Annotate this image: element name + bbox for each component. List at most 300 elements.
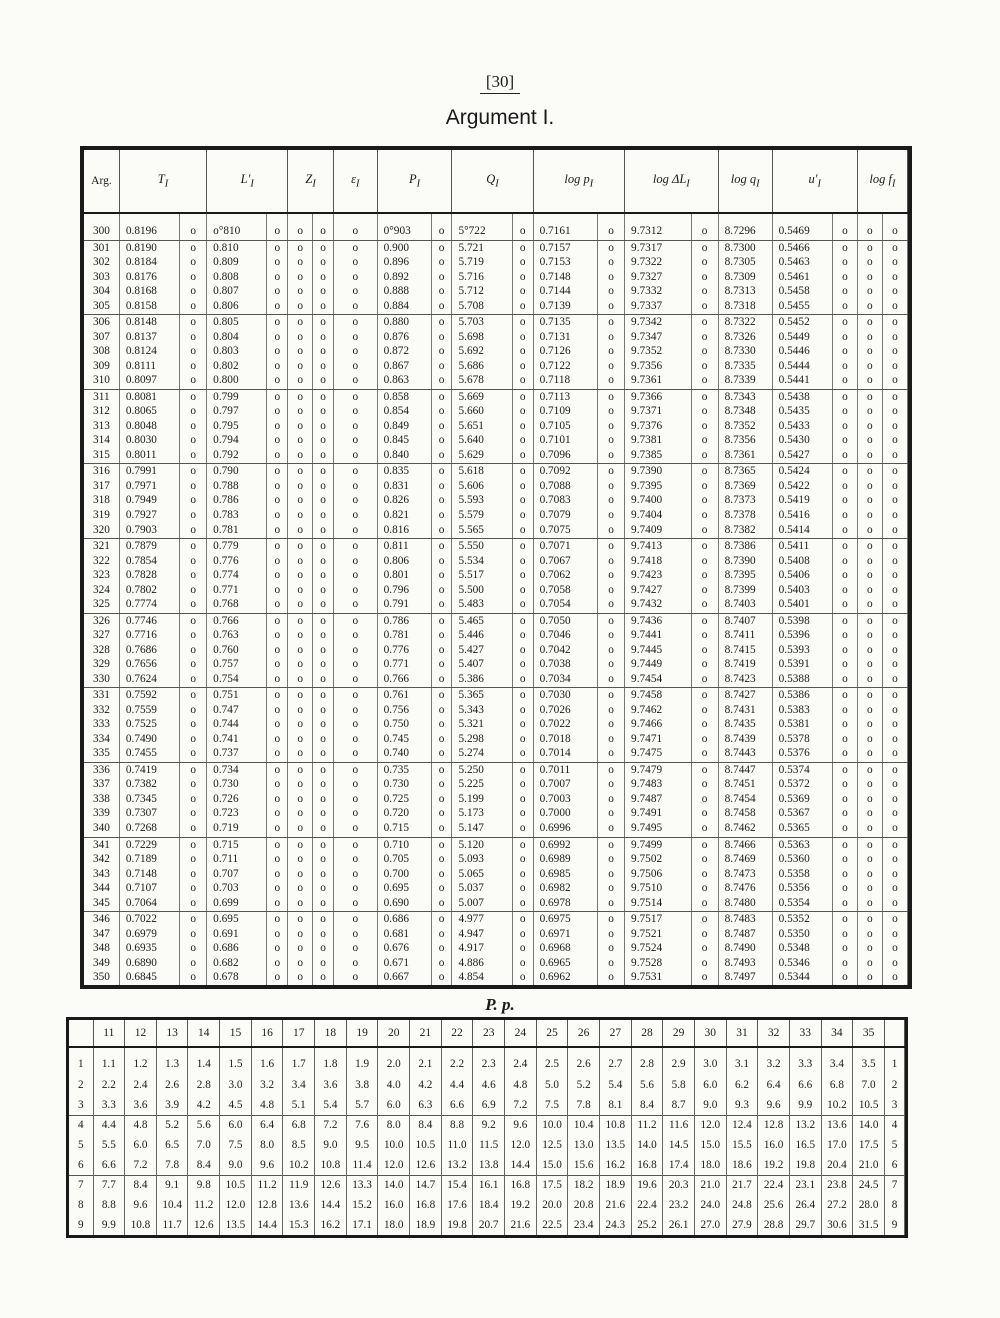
table-cell: 0.6935 [119,941,179,956]
table-cell: 0.806 [377,554,431,569]
pp-cell: 1.6 [251,1047,283,1076]
table-cell: o [857,419,882,434]
table-cell: 0.794 [207,433,267,448]
table-cell: 0.7774 [119,597,179,613]
table-cell: o [431,852,452,867]
pp-row-number-right: 5 [885,1136,905,1156]
table-cell: o [691,255,718,270]
table-cell: 9.7502 [625,852,692,867]
table-cell: 0.858 [377,389,431,404]
pp-row-number-right: 7 [885,1176,905,1196]
table-cell: 315 [84,448,119,464]
table-cell: o [598,583,625,598]
table-cell: 0.8148 [119,315,179,330]
pp-cell: 13.5 [220,1215,252,1235]
table-cell: o [288,643,313,658]
table-cell: o [598,970,625,985]
table-cell: o [857,373,882,389]
table-cell: 0.807 [207,284,267,299]
table-cell: o [333,881,377,896]
table-cell: 8.7473 [718,867,772,882]
table-cell: o [180,224,207,240]
table-cell: o [267,404,288,419]
table-cell: 8.7458 [718,806,772,821]
col-header-l: $L'_I$ [207,150,288,213]
table-cell: 0.6982 [533,881,597,896]
table-cell: 5.343 [452,703,512,718]
table-cell: 9.7454 [625,672,692,688]
pp-cell: 21.6 [505,1215,537,1235]
table-cell: 9.7390 [625,464,692,479]
table-cell: o [431,270,452,285]
pp-cell: 8.4 [125,1176,157,1196]
table-cell: o [313,703,334,718]
table-cell: o [288,583,313,598]
table-cell: o [431,613,452,628]
table-cell: 9.7317 [625,240,692,255]
table-cell: o [832,583,857,598]
table-cell: o [598,806,625,821]
pp-cell: 1.9 [346,1047,378,1076]
table-cell: 337 [84,777,119,792]
pp-cell: 9.9 [789,1095,821,1115]
table-cell: o [691,927,718,942]
table-cell: o [512,493,533,508]
table-cell: o [313,224,334,240]
pp-cell: 3.2 [758,1047,790,1076]
table-cell: 0.5398 [772,613,832,628]
table-cell: o [857,433,882,448]
pp-col-header: 24 [505,1020,537,1047]
pp-cell: 4.2 [410,1076,442,1096]
pp-cell: 6.9 [473,1095,505,1115]
table-row [84,912,908,927]
table-cell: o [882,404,907,419]
table-cell: 0.5344 [772,970,832,985]
table-cell: o [288,881,313,896]
table-cell: o [288,554,313,569]
pp-title: P. p. [485,995,515,1014]
table-cell: o [288,315,313,330]
table-cell: o [857,344,882,359]
table-cell: 0.7927 [119,508,179,523]
table-cell: o [857,792,882,807]
table-cell: 0°903 [377,224,431,240]
table-cell: 0.756 [377,703,431,718]
pp-corner-right [885,1020,905,1047]
pp-cell: 11.7 [156,1215,188,1235]
table-cell: o [598,703,625,718]
table-cell: 5.250 [452,762,512,777]
table-cell: o [598,224,625,240]
table-cell: 0.6989 [533,852,597,867]
table-cell: 0.5360 [772,852,832,867]
table-cell: o [313,255,334,270]
table-cell: o [857,597,882,613]
pp-cell: 11.9 [283,1176,315,1196]
table-cell: 327 [84,628,119,643]
table-cell: o [180,867,207,882]
table-cell: 0.795 [207,419,267,434]
pp-row-number: 7 [69,1176,93,1196]
table-cell: o [512,284,533,299]
table-cell: o [857,703,882,718]
pp-col-header: 11 [93,1020,125,1047]
table-cell: 0.896 [377,255,431,270]
table-cell: 0.854 [377,404,431,419]
table-cell: o [267,583,288,598]
table-cell: 0.7903 [119,523,179,539]
table-row [84,806,908,821]
table-cell: 9.7337 [625,299,692,315]
pp-row [69,1136,905,1156]
table-cell: o [882,568,907,583]
table-cell: 5.065 [452,867,512,882]
table-row [84,539,908,554]
table-cell: 0.8137 [119,330,179,345]
table-cell: 0.6996 [533,821,597,837]
table-cell: o [832,330,857,345]
table-cell: o [857,732,882,747]
table-cell: 319 [84,508,119,523]
table-cell: 324 [84,583,119,598]
table-cell: 8.7343 [718,389,772,404]
pp-cell: 4.4 [93,1116,125,1136]
table-cell: o [431,941,452,956]
table-cell: o [431,464,452,479]
table-cell: 350 [84,970,119,985]
table-cell: o [598,448,625,464]
argument-table [80,146,912,989]
table-cell: 0.6985 [533,867,597,882]
table-cell: 300 [84,224,119,240]
pp-cell: 6.0 [694,1076,726,1096]
table-cell: o [267,284,288,299]
table-cell: 0.805 [207,315,267,330]
table-cell: 0.783 [207,508,267,523]
table-cell: 0.840 [377,448,431,464]
table-cell: 303 [84,270,119,285]
table-cell: o [512,717,533,732]
table-cell: o [857,554,882,569]
table-cell: o [180,464,207,479]
table-cell: o [691,539,718,554]
table-cell: 316 [84,464,119,479]
table-cell: 0.8048 [119,419,179,434]
table-cell: o [288,224,313,240]
table-cell: o [882,657,907,672]
pp-cell: 11.2 [631,1116,663,1136]
table-cell: o [857,657,882,672]
pp-cell: 4.5 [220,1095,252,1115]
table-cell: o [180,613,207,628]
pp-cell: 14.5 [663,1136,695,1156]
table-cell: o [431,867,452,882]
pp-cell: 12.0 [505,1136,537,1156]
table-cell: o [832,867,857,882]
table-cell: o [288,479,313,494]
table-cell: 5.550 [452,539,512,554]
table-row [84,881,908,896]
pp-cell: 11.5 [473,1136,505,1156]
pp-cell: 6.6 [93,1155,125,1175]
table-cell: 335 [84,746,119,762]
table-cell: o [288,941,313,956]
pp-cell: 6.6 [789,1076,821,1096]
pp-cell: 18.9 [600,1176,632,1196]
table-cell: o [857,224,882,240]
table-cell: 0.7030 [533,688,597,703]
table-cell: 333 [84,717,119,732]
table-cell: 0.7345 [119,792,179,807]
table-cell: o [691,912,718,927]
table-cell: o [288,746,313,762]
table-cell: o [313,613,334,628]
table-cell: 8.7300 [718,240,772,255]
table-cell: o [431,762,452,777]
table-cell: o [598,330,625,345]
table-cell: o [267,762,288,777]
pp-row [69,1095,905,1115]
table-cell: o [431,568,452,583]
table-cell: 9.7361 [625,373,692,389]
pp-cell: 15.2 [346,1196,378,1216]
table-cell: o [832,255,857,270]
table-cell: o [598,389,625,404]
table-cell: 9.7495 [625,821,692,837]
table-cell: o [431,792,452,807]
col-header-log-p: $\log p_I$ [533,150,624,213]
pp-cell: 14.0 [853,1116,885,1136]
table-cell: o [313,479,334,494]
table-cell: o [832,404,857,419]
table-cell: o [598,941,625,956]
table-cell: 0.7148 [533,270,597,285]
table-cell: o [857,330,882,345]
table-row [84,657,908,672]
table-cell: o [832,299,857,315]
table-cell: o [691,867,718,882]
table-cell: 0.845 [377,433,431,448]
table-cell: 9.7483 [625,777,692,792]
table-cell: o [857,777,882,792]
table-row [84,762,908,777]
table-cell: 0.7101 [533,433,597,448]
table-cell: o [512,359,533,374]
table-cell: 5.427 [452,643,512,658]
table-cell: 0.734 [207,762,267,777]
table-cell: o [512,821,533,837]
table-cell: o [882,806,907,821]
table-cell: o [288,373,313,389]
table-cell: o [882,821,907,837]
pp-cell: 18.6 [726,1155,758,1175]
pp-cell: 20.8 [568,1196,600,1216]
page-title: Argument I. [445,106,555,129]
table-row [84,433,908,448]
pp-cell: 25.2 [631,1215,663,1235]
table-cell: 0.786 [207,493,267,508]
pp-cell: 5.2 [156,1116,188,1136]
table-cell: 9.7427 [625,583,692,598]
col-header-z: $Z_I$ [288,150,334,213]
table-cell: 321 [84,539,119,554]
table-cell: 9.7475 [625,746,692,762]
table-cell: 5.483 [452,597,512,613]
table-cell: o [598,762,625,777]
table-cell: 0.779 [207,539,267,554]
table-cell: o [512,299,533,315]
table-cell: 0.781 [377,628,431,643]
pp-header-row [69,1020,905,1047]
table-cell: o [512,792,533,807]
pp-cell: 20.0 [536,1196,568,1216]
table-cell: o [333,628,377,643]
pp-cell: 5.7 [346,1095,378,1115]
table-cell: 302 [84,255,119,270]
table-cell: 0.7050 [533,613,597,628]
table-cell: o [598,255,625,270]
pp-cell: 17.5 [536,1176,568,1196]
pp-row-number-right: 1 [885,1047,905,1076]
table-cell: o [288,896,313,912]
table-cell: o [288,867,313,882]
table-cell: o [180,821,207,837]
table-cell: o [431,284,452,299]
table-cell: 0.7000 [533,806,597,821]
table-cell: 0.8190 [119,240,179,255]
table-cell: 9.7356 [625,359,692,374]
pp-cell: 15.3 [283,1215,315,1235]
table-cell: 0.725 [377,792,431,807]
pp-cell: 14.7 [410,1176,442,1196]
table-cell: 5.120 [452,837,512,852]
table-cell: o [691,284,718,299]
table-cell: o [832,389,857,404]
table-row [84,464,908,479]
pp-row-number: 6 [69,1155,93,1175]
table-cell: o [180,270,207,285]
pp-table-body [69,1047,905,1235]
table-cell: o [882,493,907,508]
table-cell: 0.7042 [533,643,597,658]
table-cell: o [598,688,625,703]
table-cell: o [512,539,533,554]
table-cell: 0.900 [377,240,431,255]
pp-cell: 19.8 [789,1155,821,1175]
table-cell: o [267,344,288,359]
pp-cell: 12.0 [694,1116,726,1136]
table-cell: 0.5356 [772,881,832,896]
pp-col-header: 32 [758,1020,790,1047]
table-cell: o [267,643,288,658]
table-cell: 9.7521 [625,927,692,942]
table-cell: o [333,837,377,852]
pp-cell: 6.0 [125,1136,157,1156]
table-cell: o [180,255,207,270]
table-cell: o [288,732,313,747]
table-cell: o [431,330,452,345]
table-cell: o [267,270,288,285]
pp-cell: 19.8 [441,1215,473,1235]
table-cell: 0.6978 [533,896,597,912]
table-cell: o [691,448,718,464]
table-cell: o [832,597,857,613]
table-cell: 0.802 [207,359,267,374]
table-cell: o [431,508,452,523]
table-cell: o [598,373,625,389]
pp-cell: 4.6 [473,1076,505,1096]
pp-cell: 9.0 [220,1155,252,1175]
table-cell: 8.7318 [718,299,772,315]
pp-cell: 2.2 [441,1047,473,1076]
table-cell: o [180,493,207,508]
table-cell: 320 [84,523,119,539]
table-cell: 0.5378 [772,732,832,747]
pp-cell: 17.0 [821,1136,853,1156]
pp-cell: 4.8 [125,1116,157,1136]
pp-cell: 1.5 [220,1047,252,1076]
pp-cell: 2.6 [156,1076,188,1096]
table-cell: o [598,419,625,434]
table-cell: 0.5381 [772,717,832,732]
table-cell: o [288,359,313,374]
table-cell: 0.730 [207,777,267,792]
table-cell: o [180,688,207,703]
table-cell: o [882,448,907,464]
table-cell: 9.7400 [625,493,692,508]
table-cell: o [267,224,288,240]
table-cell: 8.7435 [718,717,772,732]
table-cell: 8.7415 [718,643,772,658]
table-cell: o [267,628,288,643]
table-cell: 331 [84,688,119,703]
pp-row-number-right: 8 [885,1196,905,1216]
table-cell: o [832,508,857,523]
table-cell: o [267,389,288,404]
table-cell: o [180,717,207,732]
table-cell: o [691,433,718,448]
pp-row [69,1116,905,1136]
pp-cell: 3.8 [346,1076,378,1096]
table-row [84,240,908,255]
pp-cell: 16.8 [505,1176,537,1196]
table-cell: 0.5461 [772,270,832,285]
pp-cell: 15.0 [536,1155,568,1175]
table-cell: 0.691 [207,927,267,942]
table-cell: o [832,523,857,539]
table-cell: o [313,240,334,255]
table-cell: 0.5403 [772,583,832,598]
pp-cell: 23.2 [663,1196,695,1216]
table-cell: 0.7018 [533,732,597,747]
table-cell: 0.707 [207,867,267,882]
pp-cell: 17.5 [853,1136,885,1156]
table-cell: 0.7022 [119,912,179,927]
table-cell: 8.7493 [718,956,772,971]
table-cell: 8.7431 [718,703,772,718]
table-cell: 0.7879 [119,539,179,554]
table-cell: o [882,284,907,299]
table-cell: o [691,344,718,359]
table-cell: o [882,628,907,643]
table-cell: 307 [84,330,119,345]
table-cell: o [431,703,452,718]
table-cell: 5.719 [452,255,512,270]
table-cell: 5.365 [452,688,512,703]
table-cell: o [857,493,882,508]
table-cell: o [267,970,288,985]
